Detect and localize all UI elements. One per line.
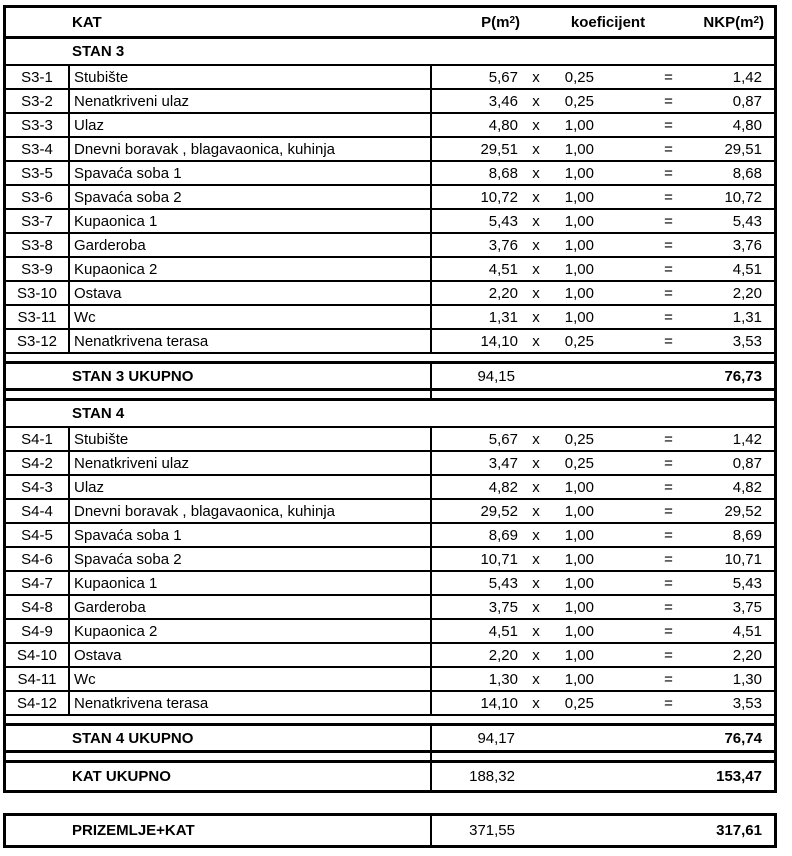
room-name: Stubište — [68, 428, 430, 450]
row-code: S4-7 — [21, 574, 53, 592]
net-area-value: 2,20 — [732, 284, 762, 302]
net-area-value: 0,87 — [732, 92, 762, 110]
equals-sign: = — [664, 526, 673, 544]
area-value: 1,30 — [430, 668, 525, 690]
area-value: 10,72 — [430, 186, 525, 208]
area-table-row — [6, 596, 774, 620]
area-table-row — [6, 66, 774, 90]
coefficient-value: 1,00 — [564, 478, 594, 496]
empty-cell — [595, 428, 646, 450]
room-name: Spavaća soba 2 — [68, 186, 430, 208]
equals-sign: = — [664, 116, 673, 134]
area-value: 1,31 — [430, 306, 525, 328]
room-name: Nenatkrivena terasa — [68, 692, 430, 714]
section-title: STAN 3 — [72, 43, 125, 60]
room-name: Nenatkrivena terasa — [68, 330, 430, 352]
room-name: Ostava — [68, 282, 430, 304]
row-code: S4-12 — [16, 694, 58, 712]
empty-cell — [595, 162, 646, 184]
empty-cell — [595, 114, 646, 136]
area-value: 4,51 — [430, 258, 525, 280]
empty-cell — [595, 210, 646, 232]
stan3-rows — [6, 66, 774, 354]
equals-sign: = — [664, 622, 673, 640]
empty-cell — [595, 572, 646, 594]
net-area-value: 1,42 — [732, 430, 762, 448]
total-net-area-value: 76,74 — [724, 729, 762, 747]
row-code: S3-11 — [17, 308, 57, 326]
spacer-row — [6, 716, 774, 726]
equals-sign: = — [664, 92, 673, 110]
row-code: S3-7 — [21, 212, 53, 230]
room-name: Ostava — [68, 644, 430, 666]
row-code: S3-6 — [21, 188, 53, 206]
empty-cell — [595, 500, 646, 522]
empty-cell — [595, 692, 646, 714]
multiply-sign: x — [532, 670, 540, 688]
room-name: Kupaonica 2 — [68, 258, 430, 280]
empty-cell — [595, 66, 646, 88]
area-value: 4,80 — [430, 114, 525, 136]
area-value: 5,43 — [430, 572, 525, 594]
net-area-value: 3,75 — [732, 598, 762, 616]
total-net-area-value: 76,73 — [724, 367, 762, 385]
area-table-row — [6, 572, 774, 596]
row-code: S3-5 — [21, 164, 53, 182]
net-area-value: 5,43 — [732, 574, 762, 592]
equals-sign: = — [664, 646, 673, 664]
area-value: 14,10 — [430, 330, 525, 352]
coefficient-value: 1,00 — [564, 670, 594, 688]
total-area-value: 188,32 — [430, 763, 525, 790]
area-table-row — [6, 258, 774, 282]
multiply-sign: x — [532, 622, 540, 640]
room-name: Spavaća soba 1 — [68, 162, 430, 184]
stan4-rows — [6, 428, 774, 716]
row-code: S3-4 — [21, 140, 53, 158]
net-area-value: 10,71 — [724, 550, 762, 568]
nkp-label-text: NKP(m — [703, 13, 754, 31]
area-value: 4,51 — [430, 620, 525, 642]
net-area-value: 2,20 — [732, 646, 762, 664]
net-area-value: 8,69 — [732, 526, 762, 544]
multiply-sign: x — [532, 502, 540, 520]
net-area-value: 10,72 — [724, 188, 762, 206]
empty-cell — [595, 620, 646, 642]
row-code: S3-1 — [21, 68, 53, 86]
net-area-value: 0,87 — [732, 454, 762, 472]
room-name: Wc — [68, 668, 430, 690]
net-area-value: 4,51 — [732, 260, 762, 278]
room-name: Spavaća soba 2 — [68, 548, 430, 570]
coefficient-value: 1,00 — [564, 598, 594, 616]
multiply-sign: x — [532, 164, 540, 182]
multiply-sign: x — [532, 526, 540, 544]
area-value: 3,47 — [430, 452, 525, 474]
net-area-value: 1,31 — [732, 308, 762, 326]
row-code: S4-5 — [21, 526, 53, 544]
room-name: Wc — [68, 306, 430, 328]
row-code: S4-1 — [21, 430, 53, 448]
room-name: Spavaća soba 1 — [68, 524, 430, 546]
coefficient-value: 1,00 — [564, 526, 594, 544]
area-value: 8,69 — [430, 524, 525, 546]
room-name: Garderoba — [68, 596, 430, 618]
multiply-sign: x — [532, 92, 540, 110]
row-code: S3-3 — [21, 116, 53, 134]
row-code: S4-3 — [21, 478, 53, 496]
empty-cell — [430, 391, 774, 398]
multiply-sign: x — [532, 284, 540, 302]
column-header-koeficijent: koeficijent — [570, 13, 646, 31]
row-code: S4-10 — [16, 646, 58, 664]
multiply-sign: x — [532, 598, 540, 616]
equals-sign: = — [664, 212, 673, 230]
empty-cell — [595, 330, 646, 352]
net-area-value: 3,76 — [732, 236, 762, 254]
room-name: Garderoba — [68, 234, 430, 256]
room-name: Stubište — [68, 66, 430, 88]
area-table-row — [6, 668, 774, 692]
multiply-sign: x — [532, 188, 540, 206]
stan4-total-row — [6, 726, 774, 753]
equals-sign: = — [664, 332, 673, 350]
empty-cell — [595, 138, 646, 160]
area-table-row — [6, 452, 774, 476]
multiply-sign: x — [532, 332, 540, 350]
area-table-row — [6, 282, 774, 306]
empty-cell — [595, 644, 646, 666]
multiply-sign: x — [532, 694, 540, 712]
row-code: S3-2 — [21, 92, 53, 110]
room-name: Ulaz — [68, 114, 430, 136]
equals-sign: = — [664, 694, 673, 712]
area-table-row — [6, 330, 774, 354]
area-value: 2,20 — [430, 282, 525, 304]
row-code: S4-4 — [21, 502, 53, 520]
area-table-row — [6, 186, 774, 210]
room-name: Kupaonica 1 — [68, 572, 430, 594]
row-code: S3-10 — [16, 284, 58, 302]
coefficient-value: 1,00 — [564, 260, 594, 278]
multiply-sign: x — [532, 116, 540, 134]
area-table-row — [6, 548, 774, 572]
area-table-row — [6, 644, 774, 668]
empty-cell — [6, 391, 430, 398]
net-area-value: 8,68 — [732, 164, 762, 182]
section-title: STAN 4 — [72, 405, 125, 422]
area-table-row — [6, 210, 774, 234]
area-table-row — [6, 114, 774, 138]
p-label-close: ) — [515, 13, 520, 31]
room-name: Kupaonica 2 — [68, 620, 430, 642]
multiply-sign: x — [532, 260, 540, 278]
section-title-row-stan4 — [6, 401, 774, 428]
net-area-value: 4,51 — [732, 622, 762, 640]
coefficient-value: 1,00 — [564, 236, 594, 254]
area-value: 3,76 — [430, 234, 525, 256]
empty-cell — [595, 668, 646, 690]
area-value: 5,43 — [430, 210, 525, 232]
area-value: 14,10 — [430, 692, 525, 714]
empty-cell — [595, 452, 646, 474]
coefficient-value: 1,00 — [564, 188, 594, 206]
column-header-nkp: NKP(m $^2$ ) — [703, 13, 764, 31]
coefficient-value: 0,25 — [564, 454, 594, 472]
area-table-row — [6, 500, 774, 524]
area-value: 3,75 — [430, 596, 525, 618]
coefficient-value: 1,00 — [564, 164, 594, 182]
grand-total-net-area-value: 317,61 — [716, 822, 762, 839]
equals-sign: = — [664, 478, 673, 496]
net-area-value: 3,53 — [732, 694, 762, 712]
area-value: 8,68 — [430, 162, 525, 184]
coefficient-value: 1,00 — [564, 622, 594, 640]
row-code: S4-9 — [21, 622, 53, 640]
equals-sign: = — [664, 574, 673, 592]
net-area-value: 5,43 — [732, 212, 762, 230]
empty-cell — [595, 282, 646, 304]
coefficient-value: 1,00 — [564, 574, 594, 592]
area-value: 2,20 — [430, 644, 525, 666]
area-table-row — [6, 162, 774, 186]
row-code: S3-9 — [21, 260, 53, 278]
spacer-row-divided — [6, 753, 774, 763]
multiply-sign: x — [532, 236, 540, 254]
coefficient-value: 1,00 — [564, 116, 594, 134]
coefficient-value: 1,00 — [564, 284, 594, 302]
multiply-sign: x — [532, 550, 540, 568]
row-code: S3-8 — [21, 236, 53, 254]
coefficient-value: 1,00 — [564, 502, 594, 520]
total-label: STAN 3 UKUPNO — [72, 367, 194, 385]
kat-total-row — [6, 763, 774, 790]
empty-cell — [595, 186, 646, 208]
equals-sign: = — [664, 140, 673, 158]
coefficient-value: 1,00 — [564, 308, 594, 326]
coefficient-value: 0,25 — [564, 332, 594, 350]
room-name: Dnevni boravak , blagavaonica, kuhinja — [68, 138, 430, 160]
area-value: 4,82 — [430, 476, 525, 498]
equals-sign: = — [664, 502, 673, 520]
empty-cell — [595, 306, 646, 328]
total-net-area-value: 153,47 — [716, 768, 762, 785]
total-label: STAN 4 UKUPNO — [72, 729, 194, 747]
equals-sign: = — [664, 598, 673, 616]
area-value: 29,52 — [430, 500, 525, 522]
empty-cell — [595, 476, 646, 498]
equals-sign: = — [664, 68, 673, 86]
coefficient-value: 0,25 — [564, 694, 594, 712]
coefficient-value: 0,25 — [564, 68, 594, 86]
room-name: Ulaz — [68, 476, 430, 498]
spacer-row — [6, 354, 774, 364]
equals-sign: = — [664, 550, 673, 568]
equals-sign: = — [664, 188, 673, 206]
grand-total-row — [6, 816, 774, 845]
empty-cell — [525, 816, 691, 845]
area-table-row — [6, 138, 774, 162]
area-table-row — [6, 524, 774, 548]
empty-cell — [595, 548, 646, 570]
row-code: S3-12 — [16, 332, 58, 350]
total-label: KAT UKUPNO — [72, 768, 171, 785]
grand-total-area-value: 371,55 — [430, 816, 525, 845]
area-table-row — [6, 428, 774, 452]
coefficient-value: 1,00 — [564, 212, 594, 230]
room-name: Kupaonica 1 — [68, 210, 430, 232]
area-table-row — [6, 476, 774, 500]
multiply-sign: x — [532, 454, 540, 472]
column-header-p: P(m $^2$ ) — [481, 13, 520, 31]
equals-sign: = — [664, 284, 673, 302]
net-area-value: 29,51 — [724, 140, 762, 158]
empty-cell — [525, 364, 691, 388]
equals-sign: = — [664, 260, 673, 278]
multiply-sign: x — [532, 574, 540, 592]
row-code: S4-8 — [21, 598, 53, 616]
room-name: Nenatkriveni ulaz — [68, 90, 430, 112]
nkp-label-close: ) — [759, 13, 764, 31]
area-value: 5,67 — [430, 428, 525, 450]
row-code: S4-11 — [17, 670, 57, 688]
net-area-value: 3,53 — [732, 332, 762, 350]
multiply-sign: x — [532, 140, 540, 158]
net-area-value: 4,82 — [732, 478, 762, 496]
row-code: S4-6 — [21, 550, 53, 568]
room-name: Nenatkriveni ulaz — [68, 452, 430, 474]
equals-sign: = — [664, 308, 673, 326]
empty-cell — [525, 763, 691, 790]
multiply-sign: x — [532, 212, 540, 230]
area-table-row — [6, 306, 774, 330]
coefficient-value: 0,25 — [564, 430, 594, 448]
prizemlje-kat-table — [3, 813, 777, 848]
table-header-row — [6, 8, 774, 39]
section-title-row-stan3 — [6, 39, 774, 66]
empty-cell — [595, 258, 646, 280]
empty-cell — [6, 753, 430, 760]
room-name: Dnevni boravak , blagavaonica, kuhinja — [68, 500, 430, 522]
net-area-value: 1,42 — [732, 68, 762, 86]
coefficient-value: 1,00 — [564, 140, 594, 158]
coefficient-value: 0,25 — [564, 92, 594, 110]
coefficient-value: 1,00 — [564, 550, 594, 568]
multiply-sign: x — [532, 68, 540, 86]
column-header-kat: KAT — [72, 13, 102, 31]
equals-sign: = — [664, 670, 673, 688]
empty-cell — [595, 596, 646, 618]
area-value: 5,67 — [430, 66, 525, 88]
area-value: 10,71 — [430, 548, 525, 570]
spacer-row-divided — [6, 391, 774, 401]
empty-cell — [525, 726, 691, 750]
empty-cell — [595, 90, 646, 112]
p-label-text: P(m — [481, 13, 510, 31]
total-area-value: 94,17 — [430, 726, 525, 750]
area-table-row — [6, 90, 774, 114]
net-area-value: 4,80 — [732, 116, 762, 134]
equals-sign: = — [664, 430, 673, 448]
empty-cell — [430, 753, 774, 760]
area-table-row — [6, 692, 774, 716]
net-area-value: 29,52 — [724, 502, 762, 520]
multiply-sign: x — [532, 646, 540, 664]
equals-sign: = — [664, 454, 673, 472]
net-area-value: 1,30 — [732, 670, 762, 688]
grand-total-label: PRIZEMLJE+KAT — [72, 822, 195, 839]
total-area-value: 94,15 — [430, 364, 525, 388]
area-value: 29,51 — [430, 138, 525, 160]
area-value: 3,46 — [430, 90, 525, 112]
equals-sign: = — [664, 164, 673, 182]
stan3-total-row — [6, 364, 774, 391]
kat-area-table — [3, 5, 777, 793]
equals-sign: = — [664, 236, 673, 254]
multiply-sign: x — [532, 308, 540, 326]
row-code: S4-2 — [21, 454, 53, 472]
coefficient-value: 1,00 — [564, 646, 594, 664]
multiply-sign: x — [532, 478, 540, 496]
area-table-row — [6, 234, 774, 258]
multiply-sign: x — [532, 430, 540, 448]
area-table-row — [6, 620, 774, 644]
empty-cell — [595, 524, 646, 546]
empty-cell — [595, 234, 646, 256]
